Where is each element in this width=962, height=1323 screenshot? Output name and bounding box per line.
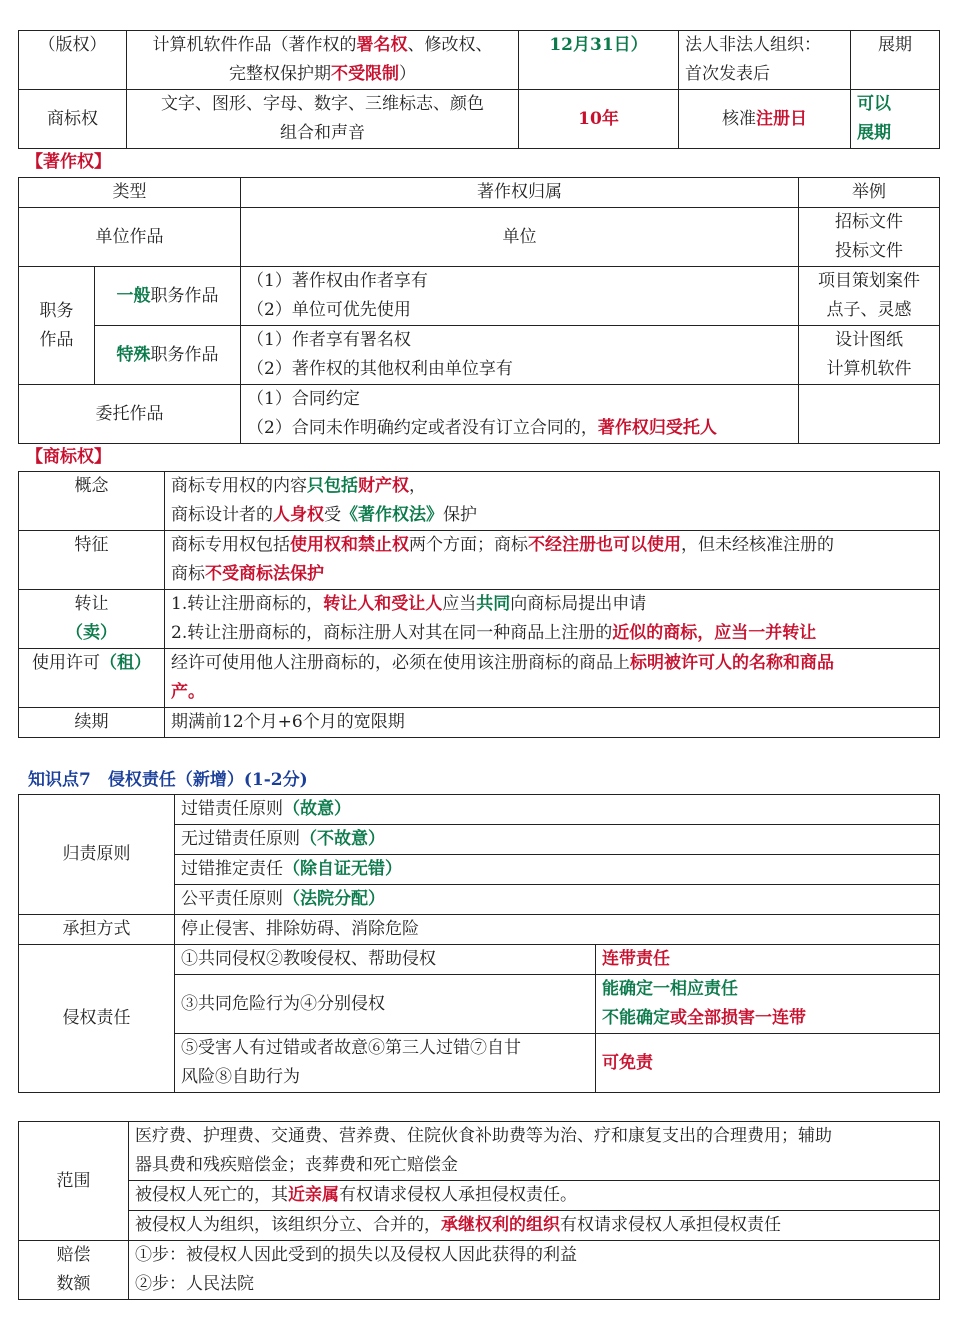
cell-content <box>799 208 940 267</box>
cell-content <box>129 1241 940 1300</box>
cell-content <box>165 472 940 531</box>
table-row <box>19 915 940 945</box>
table-row <box>19 31 940 90</box>
cell-content <box>679 31 851 90</box>
highlight-text: 共同 <box>476 594 511 614</box>
highlight-text: 能确定一相应责任 <box>602 979 738 999</box>
cell-text: 投标文件 <box>835 241 903 261</box>
cell-content: ①共同侵权②教唆侵权、帮助侵权 <box>175 945 596 975</box>
highlight-text: 不经注册也可以使用 <box>528 535 681 555</box>
cell-text: （1）著作权由作者享有 <box>247 271 428 291</box>
cell-text: 可以 <box>857 94 891 114</box>
cell-text: 计算机软件 <box>826 359 912 379</box>
cell-text: （2）单位可优先使用 <box>247 300 411 320</box>
cell-text: 2.转让注册商标的，商标注册人对其在同一种商品上注册的 <box>171 623 613 643</box>
section-heading-copyright: 【著作权】 <box>26 152 111 172</box>
highlight-text: 著作权归受托人 <box>597 418 717 438</box>
cell-text: ） <box>399 64 416 84</box>
highlight-text: 人身权 <box>273 505 324 525</box>
cell-content <box>129 1181 940 1211</box>
table-row <box>19 1122 940 1181</box>
row-label: 委托作品 <box>19 385 241 444</box>
cell-content <box>241 267 799 326</box>
cell-content <box>799 267 940 326</box>
cell-content <box>127 90 519 149</box>
cell-content <box>129 1122 940 1181</box>
cell-content: 单位 <box>241 208 799 267</box>
cell-text: 10年 <box>578 108 619 129</box>
cell-text: 商标设计者的 <box>171 505 273 525</box>
highlight-text: 注册日 <box>756 108 807 129</box>
cell-text: 公平责任原则 <box>181 889 283 909</box>
cell-text: 医疗费、护理费、交通费、营养费、住院伙食补助费等为治、疗和康复支出的合理费用；辅助 <box>135 1126 832 1146</box>
row-label: 承担方式 <box>19 915 175 945</box>
row-sublabel <box>95 267 241 326</box>
cell-text: 数额 <box>56 1274 91 1294</box>
cell-text: 点子、灵感 <box>826 300 912 320</box>
cell-content <box>799 326 940 385</box>
cell-text: 展期 <box>857 123 891 143</box>
cell-text: 1.转让注册商标的， <box>171 594 324 614</box>
row-label <box>19 649 165 708</box>
cell-text: 设计图纸 <box>835 330 903 350</box>
cell-text: （1）作者享有署名权 <box>247 330 411 350</box>
cell-text: 应当 <box>442 594 477 614</box>
highlight-text: （故意） <box>283 799 351 819</box>
cell-text: （1）合同约定 <box>247 389 360 409</box>
cell-content <box>241 385 799 444</box>
row-label <box>19 1241 129 1300</box>
highlight-text: （卖） <box>66 623 117 643</box>
cell-text: 组合和声音 <box>280 123 365 143</box>
cell-text: 完整权保护期 <box>229 64 331 84</box>
trademark-table <box>18 471 940 738</box>
cell-content <box>799 385 940 444</box>
table-row <box>19 385 940 444</box>
row-label <box>19 267 95 385</box>
cell-text: 商标专用权的内容 <box>171 476 307 496</box>
cell-text: 招标文件 <box>835 212 903 232</box>
cell-content <box>851 31 940 90</box>
cell-text: 有权请求侵权人承担侵权责任 <box>560 1215 781 1235</box>
cell-text: 展期 <box>878 35 912 55</box>
row-label: 归责原则 <box>19 795 175 915</box>
cell-content <box>241 326 799 385</box>
column-header: 举例 <box>799 178 940 208</box>
highlight-text: 特殊 <box>116 344 151 365</box>
table-row <box>19 208 940 267</box>
cell-text: （2）著作权的其他权利由单位享有 <box>247 359 513 379</box>
row-label <box>19 90 127 149</box>
table-row <box>19 795 940 825</box>
cell-text: （2）合同未作明确约定或者没有订立合同的， <box>247 418 598 438</box>
cell-text: ，但未经核准注册的 <box>681 535 834 555</box>
cell-text: 被侵权人死亡的，其 <box>135 1185 288 1205</box>
cell-text: 项目策划案件 <box>818 271 920 291</box>
cell-text: 被侵权人为组织，该组织分立、合并的， <box>135 1215 441 1235</box>
highlight-text: 转让人和受让人 <box>323 594 443 614</box>
row-sublabel <box>95 326 241 385</box>
cell-text: ②步：人民法院 <box>135 1274 254 1294</box>
tort-table <box>18 794 940 1093</box>
cell-text: 使用许可 <box>32 653 100 673</box>
table-row <box>19 649 940 708</box>
highlight-text: 《著作权法》 <box>341 505 443 525</box>
cell-text: 受 <box>324 505 341 525</box>
row-label: 续期 <box>19 708 165 738</box>
column-header: 类型 <box>19 178 241 208</box>
table-header-row <box>19 178 940 208</box>
cell-content: 可免责 <box>596 1034 940 1093</box>
row-label: 侵权责任 <box>19 945 175 1093</box>
row-label <box>19 31 127 90</box>
section-heading-trademark: 【商标权】 <box>26 447 111 467</box>
cell-text: 商标 <box>171 564 205 584</box>
cell-text: 、修改权、 <box>407 35 493 55</box>
cell-text: 职务 <box>39 300 74 321</box>
cell-content <box>175 825 940 855</box>
cell-text: ①步：被侵权人因此受到的损失以及侵权人因此获得的利益 <box>135 1245 577 1265</box>
highlight-text: 只包括 <box>307 476 358 496</box>
highlight-text: 产。 <box>171 682 205 702</box>
cell-text: 两个方面；商标 <box>409 535 528 555</box>
highlight-text: 不受商标法保护 <box>205 564 324 584</box>
term-cell <box>519 31 679 90</box>
cell-text: ， <box>409 476 426 496</box>
copyright-table <box>18 177 940 444</box>
term-cell <box>519 90 679 149</box>
cell-text: 过错责任原则 <box>181 799 283 819</box>
cell-content: 停止侵害、排除妨碍、消除危险 <box>175 915 940 945</box>
cell-text: 计算机软件作品（著作权的 <box>152 35 357 55</box>
highlight-text: （不故意） <box>300 829 385 849</box>
highlight-text: （租） <box>100 653 151 673</box>
cell-content <box>679 90 851 149</box>
row-label: 概念 <box>19 472 165 531</box>
cell-text: 法人非法人组织： <box>685 35 821 55</box>
highlight-text: （除自证无错） <box>283 859 402 879</box>
highlight-text: 近亲属 <box>288 1185 339 1205</box>
cell-text: ⑤受害人有过错或者故意⑥第三人过错⑦自甘 <box>181 1038 521 1058</box>
cell-content <box>175 795 940 825</box>
cell-text: 保护 <box>443 505 477 525</box>
cell-content <box>129 1211 940 1241</box>
highlight-text: 标明被许可人的名称和商品 <box>630 653 834 673</box>
table-row <box>19 267 940 326</box>
cell-content <box>165 590 940 649</box>
cell-text: 赔偿 <box>56 1245 91 1265</box>
cell-text: 核准 <box>722 108 756 129</box>
table-row <box>19 1181 940 1211</box>
cell-text: 有权请求侵权人承担侵权责任。 <box>339 1185 577 1205</box>
cell-text: （版权） <box>38 35 107 55</box>
highlight-text: 一般 <box>116 285 151 306</box>
cell-text: 器具费和残疾赔偿金；丧葬费和死亡赔偿金 <box>135 1155 458 1175</box>
column-header: 著作权归属 <box>241 178 799 208</box>
cell-text: 向商标局提出申请 <box>510 594 647 614</box>
row-label: 范围 <box>19 1122 129 1241</box>
table-row <box>19 1211 940 1241</box>
cell-text: 商标专用权包括 <box>171 535 290 555</box>
highlight-text: 或 <box>670 1008 687 1028</box>
highlight-text: 财产权 <box>358 476 409 496</box>
table-row <box>19 531 940 590</box>
cell-text: 12月31日） <box>549 35 648 55</box>
cell-text: 转让 <box>74 594 109 614</box>
table-row <box>19 472 940 531</box>
cell-content <box>175 855 940 885</box>
table-row <box>19 326 940 385</box>
highlight-text: 不受限制 <box>331 64 399 84</box>
cell-content <box>851 90 940 149</box>
cell-text: 作品 <box>39 329 74 350</box>
cell-text: 首次发表后 <box>685 64 770 84</box>
cell-text: 文字、图形、字母、数字、三维标志、颜色 <box>161 94 484 114</box>
cell-content <box>175 885 940 915</box>
cell-text: 无过错责任原则 <box>181 829 300 849</box>
cell-text: 风险⑧自助行为 <box>181 1067 300 1087</box>
highlight-text: （法院分配） <box>283 889 385 909</box>
cell-content: 期满前12个月+6个月的宽限期 <box>165 708 940 738</box>
table-row <box>19 590 940 649</box>
cell-content: ③共同危险行为④分别侵权 <box>175 975 596 1034</box>
cell-text: 职务作品 <box>150 285 219 306</box>
highlight-text: 使用权和禁止权 <box>290 535 409 555</box>
damages-table <box>18 1121 940 1300</box>
row-label <box>19 590 165 649</box>
highlight-text: 署名权 <box>356 35 408 55</box>
term-table <box>18 30 940 149</box>
cell-content <box>175 1034 596 1093</box>
cell-content: 连带责任 <box>596 945 940 975</box>
cell-content <box>127 31 519 90</box>
table-row <box>19 90 940 149</box>
highlight-text: 近似的商标，应当一并转让 <box>612 623 817 643</box>
knowledge-point-heading: 知识点7 侵权责任（新增）(1-2分) <box>28 770 308 790</box>
table-row <box>19 1241 940 1300</box>
cell-text: 经许可使用他人注册商标的，必须在使用该注册商标的商品上 <box>171 653 630 673</box>
cell-text: 职务作品 <box>150 344 219 365</box>
table-row <box>19 708 940 738</box>
highlight-text: 全部损害一连带 <box>687 1008 806 1028</box>
cell-text: 过错推定责任 <box>181 859 283 879</box>
cell-text: 商标权 <box>47 108 98 129</box>
highlight-text: 不能确定 <box>602 1008 670 1028</box>
row-label: 特征 <box>19 531 165 590</box>
cell-content <box>165 649 940 708</box>
highlight-text: 承继权利的组织 <box>441 1215 560 1235</box>
table-row <box>19 945 940 975</box>
row-label: 单位作品 <box>19 208 241 267</box>
cell-content <box>165 531 940 590</box>
cell-content <box>596 975 940 1034</box>
